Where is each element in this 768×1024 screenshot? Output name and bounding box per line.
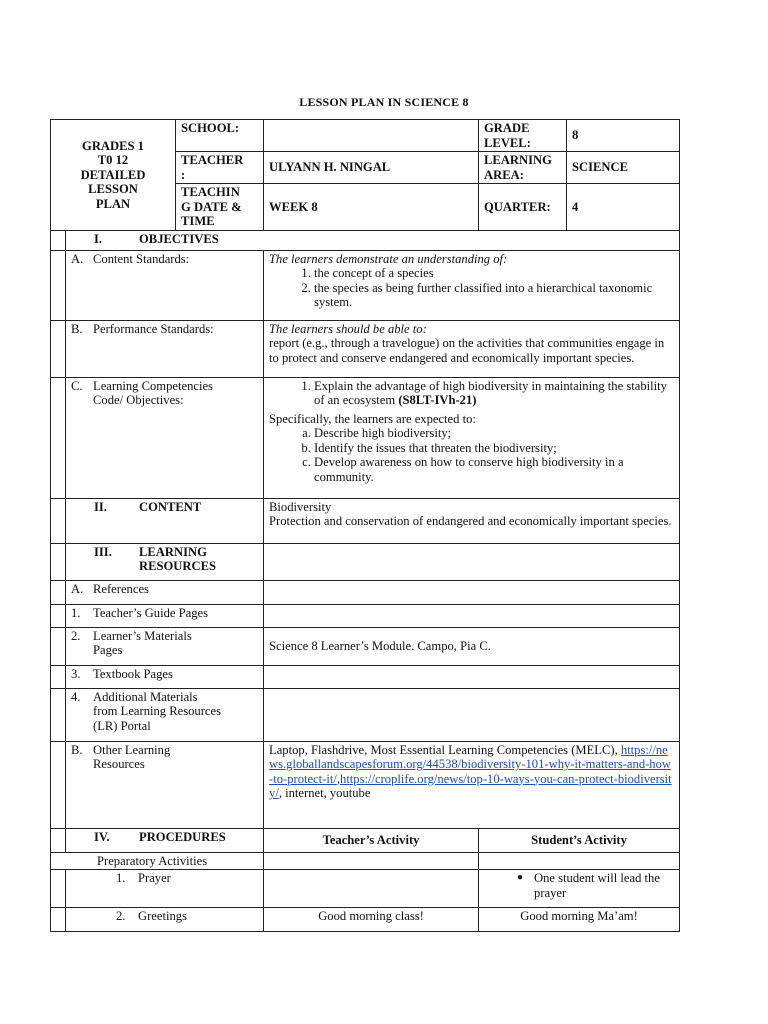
teacher-activity-header: Teacher’s Activity bbox=[264, 828, 479, 852]
content-subtopic: Protection and conservation of endangered and economically important species. bbox=[269, 514, 672, 528]
procedure-label-cell bbox=[66, 870, 264, 908]
document-title: LESSON PLAN IN SCIENCE 8 bbox=[299, 95, 469, 109]
resource-value bbox=[264, 688, 680, 741]
item-number: 1. bbox=[116, 871, 126, 885]
date-label-line: TIME bbox=[181, 214, 215, 228]
resource-value bbox=[264, 604, 680, 627]
other-resources-row bbox=[51, 741, 680, 828]
performance-standards-row bbox=[51, 320, 680, 377]
item-letter: A. bbox=[71, 251, 84, 266]
section-number: III. bbox=[94, 544, 112, 559]
other-resources-value bbox=[264, 741, 680, 828]
item-letter: C. bbox=[71, 378, 83, 393]
learning-area-label-line: AREA: bbox=[484, 167, 524, 182]
resource-label-cell bbox=[66, 627, 264, 665]
section-title: OBJECTIVES bbox=[139, 231, 219, 246]
content-standards-value bbox=[264, 250, 680, 320]
empty-cell bbox=[264, 852, 479, 870]
content-row bbox=[51, 498, 680, 543]
references-label: References bbox=[93, 581, 149, 596]
list-item: 2. the species as being further classified into a hierarchical taxonomic system. bbox=[314, 281, 674, 310]
content-topic: Biodiversity bbox=[269, 499, 332, 514]
performance-standards-text: report (e.g., through a travelogue) on the activities that communities engage in to protect and conserve endangered and economically important species. bbox=[269, 336, 665, 365]
margin-cell bbox=[51, 543, 66, 580]
resource-label: Additional Materials from Learning Resources (LR) Portal bbox=[93, 689, 221, 733]
student-activity: Good morning Ma’am! bbox=[479, 908, 680, 932]
procedures-heading bbox=[66, 828, 264, 852]
item-number: 2. bbox=[71, 628, 81, 643]
other-resources-label-cell bbox=[66, 741, 264, 828]
procedure-row bbox=[51, 870, 680, 908]
teacher-label-line: : bbox=[181, 167, 186, 182]
list-item: 1. the concept of a species bbox=[314, 266, 674, 281]
resource-value: Science 8 Learner’s Module. Campo, Pia C. bbox=[264, 627, 680, 665]
specific-intro: Specifically, the learners are expected to: bbox=[269, 411, 476, 426]
margin-cell bbox=[51, 250, 66, 320]
date-label-line: G DATE & bbox=[181, 199, 242, 214]
school-label: SCHOOL: bbox=[176, 120, 264, 152]
bullet-icon: ● bbox=[517, 872, 524, 883]
content-value bbox=[264, 498, 680, 543]
other-resources-label: Other Learning Resources bbox=[93, 742, 171, 771]
margin-cell bbox=[51, 230, 66, 250]
margin-cell bbox=[51, 688, 66, 741]
resource-label: Learner’s Materials Pages bbox=[93, 628, 192, 657]
list-item bbox=[517, 871, 674, 900]
item-letter: B. bbox=[71, 321, 83, 336]
resources-heading-value bbox=[264, 543, 680, 580]
other-resources-text-after: , internet, youtube bbox=[278, 786, 371, 800]
list-item bbox=[314, 379, 674, 408]
margin-cell bbox=[51, 665, 66, 688]
competencies-value bbox=[264, 377, 680, 498]
student-activity-list bbox=[484, 871, 674, 900]
grades-label-line: GRADES 1 bbox=[82, 138, 144, 153]
student-activity-header: Student’s Activity bbox=[479, 828, 680, 852]
list-item: b. Identify the issues that threaten the biodiversity; bbox=[314, 441, 674, 456]
performance-standards-value bbox=[264, 320, 680, 377]
teacher-activity: Good morning class! bbox=[264, 908, 479, 932]
item-letter: B. bbox=[71, 742, 83, 757]
procedure-label-cell bbox=[66, 908, 264, 932]
references-label-cell bbox=[66, 580, 264, 604]
resource-row bbox=[51, 627, 680, 665]
references-row bbox=[51, 580, 680, 604]
section-title: PROCEDURES bbox=[139, 829, 226, 844]
student-activity bbox=[479, 870, 680, 908]
resource-value bbox=[264, 665, 680, 688]
objectives-heading-row bbox=[51, 230, 680, 250]
specific-objectives-list bbox=[269, 426, 674, 484]
grade-level-label-line: GRADE bbox=[484, 121, 530, 135]
section-number: I. bbox=[94, 231, 103, 246]
performance-standards-label-cell bbox=[66, 320, 264, 377]
preparatory-label: Preparatory Activities bbox=[51, 852, 264, 870]
section-number: IV. bbox=[94, 829, 110, 844]
margin-cell bbox=[51, 604, 66, 627]
resource-label-cell bbox=[66, 665, 264, 688]
other-resources-text: Laptop, Flashdrive, Most Essential Learning Competencies (MELC), bbox=[269, 742, 618, 757]
date-label-line: TEACHIN bbox=[181, 185, 240, 199]
references-value bbox=[264, 580, 680, 604]
resource-row bbox=[51, 688, 680, 741]
item-number: 4. bbox=[71, 689, 81, 704]
margin-cell bbox=[51, 580, 66, 604]
margin-cell bbox=[51, 908, 66, 932]
learning-area-value: SCIENCE bbox=[567, 152, 680, 184]
item-number: 3. bbox=[71, 666, 81, 681]
item-number: 1. bbox=[71, 605, 81, 620]
teacher-label-line: TEACHER bbox=[181, 153, 244, 167]
content-standards-label-cell bbox=[66, 250, 264, 320]
resource-link[interactable]: https://news.globallandscapesforum.org/44538/biodiversity-101-why-it-matters-and-how-to-protect-it/ bbox=[269, 742, 672, 786]
content-standards-label: Content Standards: bbox=[93, 251, 190, 266]
competency-code: (S8LT-IVh-21) bbox=[398, 393, 477, 407]
margin-cell bbox=[51, 741, 66, 828]
resource-row bbox=[51, 665, 680, 688]
resource-row bbox=[51, 604, 680, 627]
date-label bbox=[176, 184, 264, 231]
margin-cell bbox=[51, 498, 66, 543]
list-item: c. Develop awareness on how to conserve high biodiversity in a community. bbox=[314, 455, 674, 484]
date-value: WEEK 8 bbox=[264, 184, 479, 231]
learning-area-label bbox=[479, 152, 567, 184]
preparatory-row bbox=[51, 852, 680, 870]
procedure-label: Prayer bbox=[138, 871, 171, 885]
teacher-label bbox=[176, 152, 264, 184]
grades-label-line: T0 12 bbox=[97, 153, 129, 167]
header-row-school bbox=[51, 120, 680, 152]
resources-heading-row bbox=[51, 543, 680, 580]
content-standards-intro: The learners demonstrate an understanding of: bbox=[269, 251, 508, 266]
content-standards-row bbox=[51, 250, 680, 320]
teacher-activity bbox=[264, 870, 479, 908]
quarter-value: 4 bbox=[567, 184, 680, 231]
competencies-label: Learning Competencies Code/ Objectives: bbox=[93, 378, 213, 407]
resource-label-cell bbox=[66, 604, 264, 627]
section-number: II. bbox=[94, 499, 107, 514]
section-title-line: LEARNING bbox=[139, 544, 207, 559]
resource-label: Textbook Pages bbox=[93, 666, 173, 681]
link-separator: , bbox=[336, 771, 341, 786]
section-title bbox=[139, 545, 216, 574]
item-number: 2. bbox=[116, 909, 126, 923]
procedure-row bbox=[51, 908, 680, 932]
list-item: a. Describe high biodiversity; bbox=[314, 426, 674, 441]
grades-label-line: LESSON bbox=[88, 182, 138, 196]
objectives-heading bbox=[66, 230, 680, 250]
grade-level-label bbox=[479, 120, 567, 152]
performance-standards-intro: The learners should be able to: bbox=[269, 321, 427, 336]
margin-cell bbox=[51, 377, 66, 498]
lesson-plan-table bbox=[50, 119, 680, 932]
grades-label-cell bbox=[51, 120, 176, 231]
item-letter: A. bbox=[71, 581, 84, 596]
competencies-row bbox=[51, 377, 680, 498]
grade-level-value: 8 bbox=[567, 120, 680, 152]
empty-cell bbox=[479, 852, 680, 870]
resource-link[interactable]: https://croplife.org/news/top-10-ways-you-can-protect-biodiversity/ bbox=[269, 771, 672, 800]
grades-label-line: DETAILED bbox=[80, 167, 146, 182]
content-standards-list bbox=[269, 266, 674, 310]
student-activity-text: One student will lead the prayer bbox=[534, 871, 660, 900]
procedures-heading-row bbox=[51, 828, 680, 852]
margin-cell bbox=[51, 627, 66, 665]
section-title-line: RESOURCES bbox=[139, 559, 216, 573]
competencies-list bbox=[269, 379, 674, 408]
school-value bbox=[264, 120, 479, 152]
quarter-label: QUARTER: bbox=[479, 184, 567, 231]
margin-cell bbox=[51, 870, 66, 908]
resource-label: Teacher’s Guide Pages bbox=[93, 605, 208, 620]
margin-cell bbox=[51, 828, 66, 852]
performance-standards-label: Performance Standards: bbox=[93, 321, 214, 336]
margin-cell bbox=[51, 320, 66, 377]
grades-label-line: PLAN bbox=[95, 196, 131, 211]
section-title: CONTENT bbox=[139, 499, 202, 514]
resources-heading bbox=[66, 543, 264, 580]
competency-text: Explain the advantage of high biodiversity in maintaining the stability of an ecosystem bbox=[314, 378, 667, 407]
competencies-label-cell bbox=[66, 377, 264, 498]
content-heading bbox=[66, 498, 264, 543]
procedure-label: Greetings bbox=[138, 909, 187, 923]
resource-label-cell bbox=[66, 688, 264, 741]
teacher-value: ULYANN H. NINGAL bbox=[264, 152, 479, 184]
learning-area-label-line: LEARNING bbox=[484, 153, 552, 167]
grade-level-label-line: LEVEL: bbox=[484, 135, 531, 150]
